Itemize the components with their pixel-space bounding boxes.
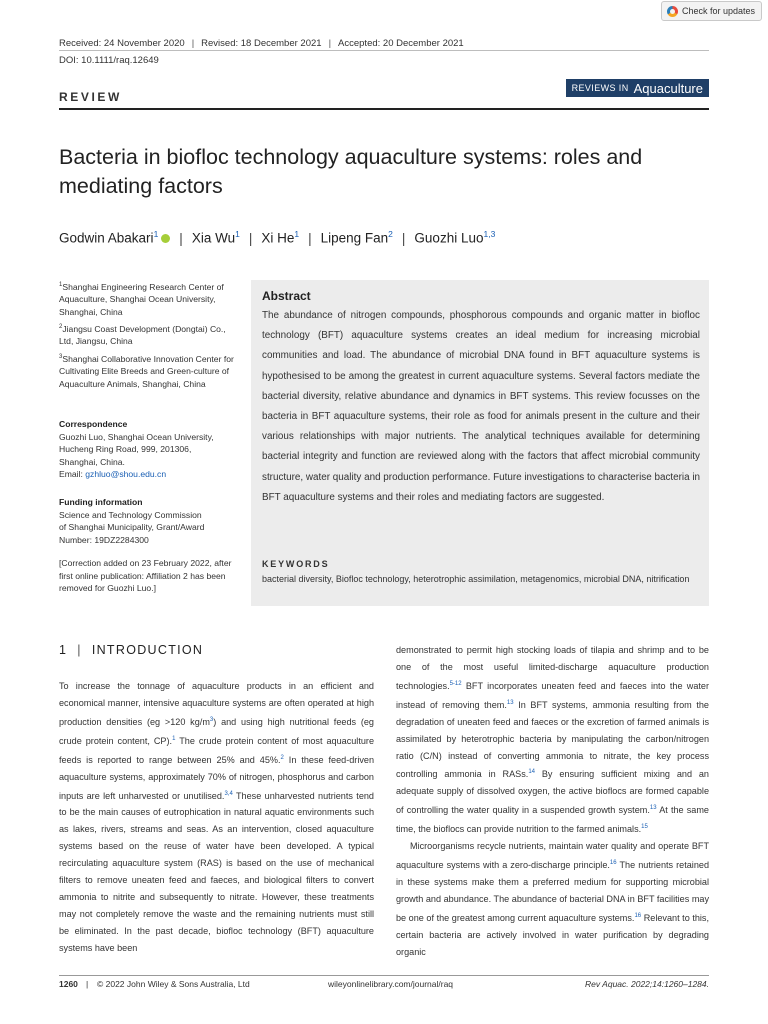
affiliation: $^1$Shanghai Engineering Research Center of Aquaculture, Shanghai Ocean University, Shanghai, China [59, 281, 224, 317]
check-for-updates-label: Check for updates [681, 6, 755, 16]
article-title: Bacteria in biofloc technology aquaculture systems: roles and mediating factors [59, 145, 643, 198]
section-heading: 1 | INTRODUCTION [59, 643, 204, 657]
author-list: Godwin Abakari$^1$ | Xia Wu$^1$ | Xi He$^1$ | Lipeng Fan$^2$ | Guozhi Luo$^{1,3}$ [59, 229, 496, 246]
text-run: The nutrients retained in these systems make them a preferred medium for supporting microbial growth and abundance. The abundance of bacterial DNA in BFT facilities may be one of the greatest among current aquaculture systems. [396, 860, 709, 923]
citation-link[interactable]: 14 [528, 769, 535, 776]
article-dates [59, 38, 464, 49]
check-for-updates-button[interactable] [661, 1, 762, 21]
accepted-date: Accepted: 20 December 2021 [338, 38, 464, 49]
citation-link[interactable]: 1 [172, 735, 176, 742]
affiliation: $^3$Shanghai Collaborative Innovation Center for Cultivating Elite Breeds and Green-culture of Aquaculture Animals, Shanghai, China [59, 353, 234, 389]
divider [59, 50, 709, 51]
paragraph [396, 838, 709, 960]
text-run: Relevant to this, certain bacteria are actively involved in water purification by degrading organic [396, 912, 710, 957]
citation-link[interactable]: 5-12 [449, 680, 462, 687]
funding-info: Funding information Science and Technology Commission of Shanghai Municipality, Grant/Award Number: 19DZ2284300 [59, 496, 239, 546]
affiliation: $^2$Jiangsu Coast Development (Dongtai) Co., Ltd, Jiangsu, China [59, 323, 226, 347]
divider [59, 975, 709, 976]
email-link[interactable]: gzhluo@shou.edu.cn [85, 469, 167, 479]
crossmark-icon [667, 6, 678, 17]
received-date: Received: 24 November 2020 [59, 38, 185, 49]
text-run: In BFT systems, ammonia resulting from the degradation of uneaten feed and faeces or the excretion of farmed animals is assimilated by heterotrophic bacteria by manipulating the carbon/nitrogen ratio (C/N) instead of converting ammonia to nitrate, the key process controlling ammonia in RASs. [396, 699, 709, 780]
abstract-text: The abundance of nitrogen compounds, phosphorous compounds and organic matter in biofloc technology (BFT) aquaculture systems creates an ideal medium for increasing microbial communities and load. The abundance of microbial DNA found in BFT aquaculture systems is hypothesised to be among the greatest in current aquaculture systems. Several factors mediate the bacterial diversity, relative abundance and dynamics in BFT systems. This review focusses on the bacteria in BFT aquaculture systems, their role as food for animals present in the culture and their various relationships with major nutrients. The analytical techniques available for determining bacterial integrity and function are reviewed along with the factors that affect microbial community structure, water quality and production performance. Future investigations to characterise bacteria in BFT aquaculture systems and their roles and mediating factors are suggested. [262, 310, 701, 503]
date-separator: | [328, 38, 332, 49]
citation-link[interactable]: 3,4 [224, 790, 233, 797]
text-run: These unharvested nutrients tend to be the main causes of eutrophication in natural aquatic environments such as lakes, rivers, streams and seas. As an intervention, closed aquaculture systems based on the reuse of water have been developed. A typical recirculating aquaculture system (RAS) is based on the use of mechanical filters to remove uneaten feed and faeces, and biological filters to convert ammonia to nitrite and subsequently to nitrate. However, these treatments may not completely remove the waste and the remaining nutrients must still be eliminated. In the past decade, biofloc technology (BFT) aquaculture systems have been [59, 790, 374, 953]
body-column-right [396, 642, 709, 961]
journal-logo [566, 79, 709, 97]
citation-link[interactable]: 16 [609, 860, 617, 867]
author[interactable]: Xi He$^1$ [261, 229, 300, 246]
correspondence: Correspondence Guozhi Luo, Shanghai Ocean University, Hucheng Ring Road, 999, 201306, Shanghai, China. Email: gzhluo@shou.edu.cn [59, 418, 239, 481]
text-run: demonstrated to permit high stocking loads of tilapia and shrimp and to be one of the most useful limited-discharge aquaculture production technologies. [396, 645, 709, 691]
body-column-left [59, 678, 374, 957]
paragraph [396, 642, 709, 838]
article-type-label: REVIEW [59, 90, 122, 104]
correspondence-heading: Correspondence [59, 419, 128, 429]
author[interactable]: Godwin Abakari$^1$ [59, 229, 170, 246]
copyright: © 2022 John Wiley & Sons Australia, Ltd [97, 979, 250, 989]
citation-link[interactable]: 2 [280, 754, 284, 761]
text-run: The crude protein content of most aquaculture feeds is reported to range between 25% and 45%. [59, 735, 374, 765]
text-run: BFT incorporates uneaten feed and faeces into the water instead of removing them. [396, 680, 709, 710]
citation-link[interactable]: 15 [641, 824, 648, 831]
author[interactable]: Lipeng Fan$^2$ [320, 229, 393, 246]
journal-url[interactable]: wileyonlinelibrary.com/journal/raq [328, 979, 454, 989]
author[interactable]: Guozhi Luo$^{1,3}$ [414, 229, 496, 246]
citation-link[interactable]: 16 [634, 912, 642, 919]
journal-tag-prefix: REVIEWS IN [571, 83, 629, 93]
text-run: To increase the tonnage of aquaculture products in an efficient and economical manner, intensive aquaculture systems are often operated at high production densities (eg >120 kg/m [59, 681, 374, 727]
abstract-heading: Abstract [262, 289, 311, 303]
citation-link[interactable]: 13 [649, 805, 657, 812]
revised-date: Revised: 18 December 2021 [201, 38, 322, 49]
journal-tag-name: Aquaculture [633, 80, 703, 96]
text-run: In these feed-driven aquaculture systems, approximately 70% of nitrogen, phosphorus and carbon inputs are left unharvested or unutilised. [59, 754, 374, 801]
page-number: 1260 [59, 979, 78, 989]
keywords-text: bacterial diversity, Biofloc technology, heterotrophic assimilation, metagenomics, microbial DNA, nitrification [262, 574, 690, 584]
text-run: By ensuring sufficient mixing and an adequate supply of dissolved oxygen, the active bioflocs are formed capable of controlling the water quality in a suspended growth system. [396, 769, 709, 816]
divider [59, 108, 709, 110]
author[interactable]: Xia Wu$^1$ [191, 229, 240, 246]
keywords-heading: KEYWORDS [262, 559, 330, 569]
paragraph [59, 678, 374, 957]
footer-separator: | [86, 979, 89, 989]
citation: Rev Aquac. 2022;14:1260–1284. [585, 979, 709, 989]
orcid-icon[interactable] [161, 234, 170, 243]
doi[interactable]: DOI: 10.1111/raq.12649 [59, 55, 159, 66]
correction-note: [Correction added on 23 February 2022, after first online publication: Affiliation 2 has been removed for Guozhi Luo.] [59, 558, 232, 593]
citation-link[interactable]: 3 [209, 716, 214, 723]
citation-link[interactable]: 13 [506, 699, 514, 706]
text-run: Microorganisms recycle nutrients, maintain water quality and operate BFT aquaculture systems with a zero-discharge principle. [396, 841, 709, 871]
text-run: ) and using high nutritional feeds (eg crude protein content, CP). [59, 716, 374, 746]
text-run: At the same time, the bioflocs can provide nutrition to the farmed animals. [396, 805, 709, 835]
date-separator: | [191, 38, 195, 49]
funding-heading: Funding information [59, 497, 143, 507]
